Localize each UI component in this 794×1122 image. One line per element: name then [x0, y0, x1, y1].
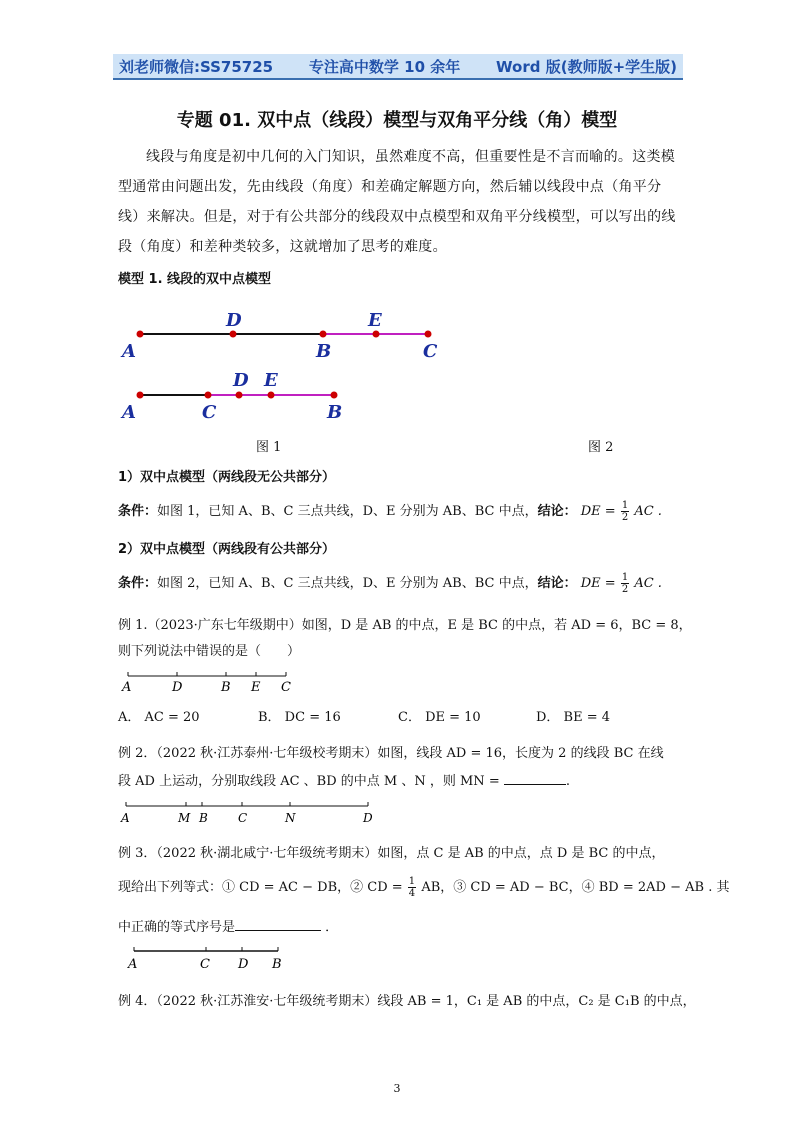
case2-statement [118, 572, 662, 595]
point-a [137, 331, 144, 338]
page-number: 3 [393, 1082, 401, 1095]
point-b [320, 331, 327, 338]
fraction-half: $\frac{1}{2}$ [621, 572, 629, 595]
label-d: D [233, 370, 249, 391]
figure-1-caption: 图 1 [256, 440, 282, 455]
label-m: M [178, 811, 191, 825]
label-a: A [122, 680, 132, 695]
point-e [268, 392, 275, 399]
label-a: A [128, 957, 138, 972]
label-c: C [200, 957, 210, 972]
example1-line1: 例 1.（2023·广东七年级期中）如图，D 是 AB 的中点，E 是 BC 的中点，若 AD = 6，BC = 8， [118, 618, 692, 633]
case2-heading: 2）双中点模型（两线段有公共部分） [118, 542, 336, 557]
conclusion-label: 结论： [537, 504, 577, 519]
example2-line2: 段 AD 上运动，分别取线段 AC 、BD 的中点 M 、N ，则 MN = . [118, 770, 570, 789]
case1-heading: 1）双中点模型（两线段无公共部分） [118, 470, 336, 485]
header-tagline: 专注高中数学 10 余年 [308, 57, 461, 76]
label-e: E [251, 680, 261, 695]
label-c: C [238, 811, 248, 825]
header-banner [113, 54, 683, 80]
label-b: B [316, 341, 332, 362]
label-b: B [327, 402, 343, 422]
case1-statement [118, 500, 662, 523]
label-d: D [226, 310, 242, 331]
label-d: D [238, 957, 249, 972]
example2-line1: 例 2．（2022 秋·江苏泰州·七年级校考期末）如图，线段 AD = 16，长度为 2 的线段 BC 在线 [118, 746, 664, 761]
example4-line1: 例 4．（2022 秋·江苏淮安·七年级统考期末）线段 AB = 1，C₁ 是 AB 的中点，C₂ 是 C₁B 的中点， [118, 994, 696, 1009]
fraction-half: $\frac{1}{2}$ [621, 500, 629, 523]
example3-line2: 现给出下列等式：① CD = AC − DB，② CD = $\frac{1}{4}$ AB，③ CD = AD − BC，④ BD = 2AD − AB . 其 [118, 876, 730, 899]
conclusion-lhs: DE = [580, 504, 616, 519]
label-e: E [264, 370, 278, 391]
answer-blank[interactable] [235, 916, 321, 931]
example1-diagram [118, 664, 308, 696]
point-c [205, 392, 212, 399]
model1-heading: 模型 1. 线段的双中点模型 [118, 272, 272, 287]
intro-paragraph: 线段与角度是初中几何的入门知识，虽然难度不高，但重要性是不言而喻的。这类模型通常由问题出发，先由线段（角度）和差确定解题方向，然后辅以线段中点（角平分线）来解决。但是，对于有公共部分的线段双中点模型和双角平分线模型，可以写出的线段（角度）和差种类较多，这就增加了思考的难度。 [118, 149, 676, 255]
condition-label: 条件： [118, 504, 158, 519]
label-c: C [423, 341, 438, 362]
label-b: B [221, 680, 231, 695]
label-d: D [363, 811, 373, 825]
figure-2-caption: 图 2 [588, 440, 614, 455]
label-c: C [202, 402, 217, 422]
label-e: E [368, 310, 382, 331]
answer-blank[interactable] [504, 770, 566, 785]
example3-line1: 例 3．（2022 秋·湖北咸宁·七年级统考期末）如图，点 C 是 AB 的中点，点 D 是 BC 的中点， [118, 846, 665, 861]
point-e [373, 331, 380, 338]
header-edition: Word 版(教师版+学生版) [496, 57, 677, 76]
condition-label: 条件： [118, 576, 158, 591]
example2-diagram [118, 798, 378, 826]
fraction-quarter: $\frac{1}{4}$ [408, 876, 416, 899]
condition-text: 如图 2，已知 A、B、C 三点共线，D、E 分别为 AB、BC 中点， [157, 576, 538, 591]
point-c [425, 331, 432, 338]
label-n: N [285, 811, 296, 825]
header-contact: 刘老师微信:SS75725 [119, 57, 274, 76]
label-a: A [122, 402, 136, 422]
option-d[interactable]: D． BE = 4 [536, 710, 611, 725]
option-c[interactable]: C． DE = 10 [398, 710, 481, 725]
figure-1-diagram [118, 305, 448, 365]
label-a: A [122, 341, 136, 362]
label-d: D [172, 680, 183, 695]
point-b [331, 392, 338, 399]
point-d [230, 331, 237, 338]
label-c: C [281, 680, 291, 695]
example3-diagram [118, 942, 298, 972]
conclusion-lhs: DE = [580, 576, 616, 591]
conclusion-rhs: AC . [634, 504, 662, 519]
page-title: 专题 01. 双中点（线段）模型与双角平分线（角）模型 [176, 110, 618, 131]
conclusion-label: 结论： [537, 576, 577, 591]
label-a: A [121, 811, 130, 825]
point-a [137, 392, 144, 399]
conclusion-rhs: AC . [634, 576, 662, 591]
condition-text: 如图 1，已知 A、B、C 三点共线，D、E 分别为 AB、BC 中点， [157, 504, 538, 519]
figure-2-diagram [118, 366, 368, 422]
example1-line2: 则下列说法中错误的是（ ） [118, 644, 301, 659]
label-b: B [199, 811, 208, 825]
option-a[interactable]: A． AC = 20 [118, 710, 200, 725]
label-b: B [272, 957, 282, 972]
option-b[interactable]: B． DC = 16 [258, 710, 341, 725]
example3-line3: 中正确的等式序号是 ． [118, 916, 338, 935]
point-d [236, 392, 243, 399]
